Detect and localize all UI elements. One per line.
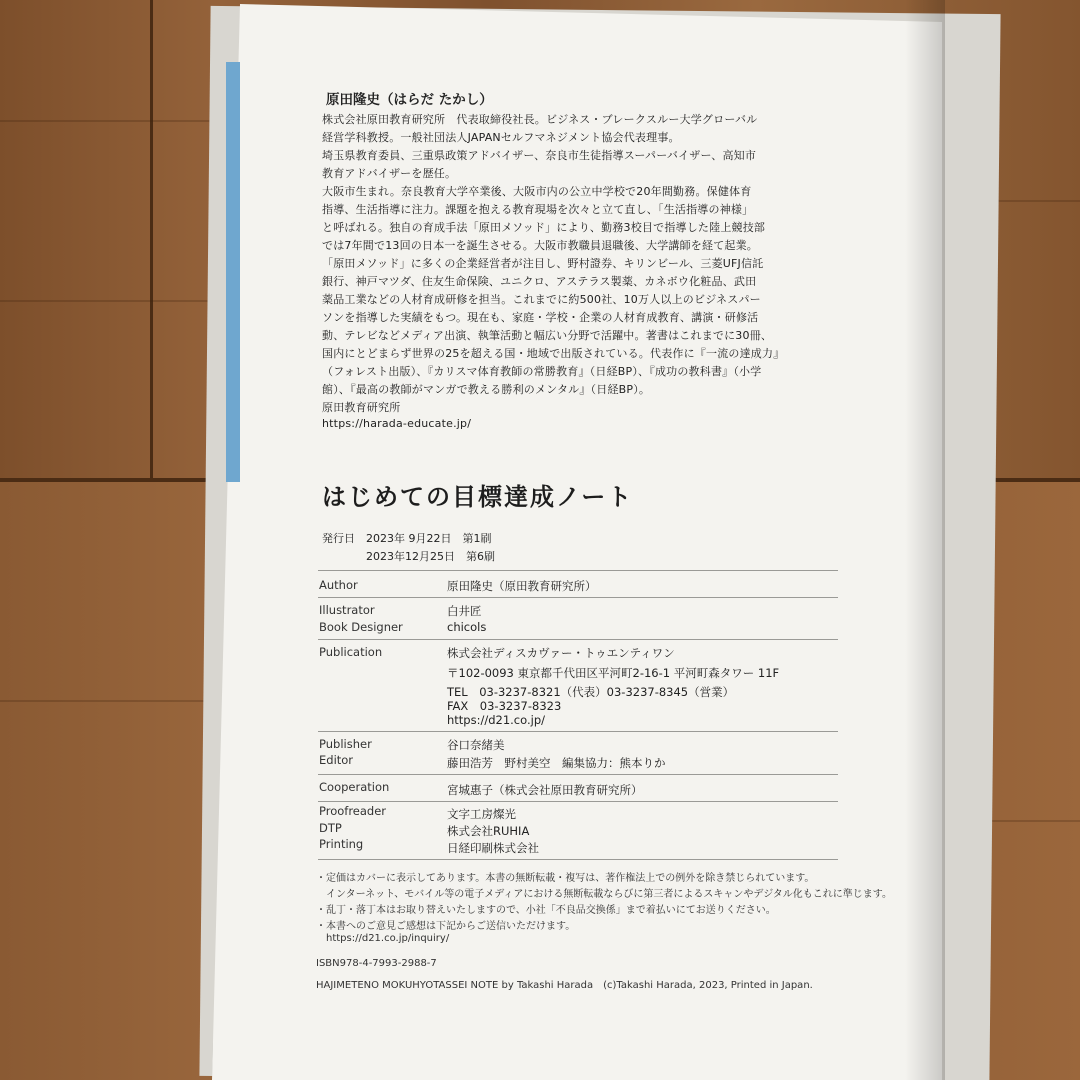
wood-grain (0, 700, 210, 702)
credit-value-printing: 日経印刷株式会社 (447, 841, 539, 855)
note-replacement: ・乱丁・落丁本はお取り替えいたしますので、小社「不良品交換係」まで着払いにてお送りください。 (316, 905, 776, 916)
credit-label-dtp: DTP (319, 821, 342, 835)
credit-label-printing: Printing (319, 837, 364, 851)
bio-line: 国内にとどまらず世界の25を超える国・地域で出版されている。代表作に『一流の達成力』 (322, 347, 785, 360)
publisher-fax: FAX 03-3237-8323 (447, 699, 562, 713)
bio-line: 経営学科教授。一般社団法人JAPANセルフマネジメント協会代表理事。 (322, 131, 680, 144)
bio-line: 「原田メソッド」に多くの企業経営者が注目し、野村證券、キリンビール、三菱UFJ信託 (322, 257, 764, 270)
bio-line: 大阪市生まれ。奈良教育大学卒業後、大阪市内の公立中学校で20年間勤務。保健体育 (322, 185, 752, 198)
latest-printing-date: 2023年12月25日 第6刷 (366, 550, 495, 563)
publisher-tel: TEL 03-3237-8321（代表）03-3237-8345（営業） (447, 685, 735, 699)
section-divider (318, 597, 838, 598)
credit-value-dtp: 株式会社RUHIA (447, 824, 530, 838)
section-divider (318, 801, 838, 802)
credit-label-cooperation: Cooperation (319, 780, 390, 794)
wood-grain (0, 120, 210, 122)
credit-label-publisher: Publisher (319, 737, 372, 751)
credit-label-editor: Editor (319, 753, 354, 767)
wood-grain (0, 300, 210, 302)
institute-name: 原田教育研究所 (322, 401, 401, 414)
publisher-company: 株式会社ディスカヴァー・トゥエンティワン (447, 646, 675, 660)
bio-line: （フォレスト出版）、『カリスマ体育教師の常勝教育』（日経BP）、『成功の教科書』（小学 (322, 365, 762, 378)
note-price: ・定価はカバーに表示してあります。本書の無断転載・複写は、著作権法上での例外を除き禁じられています。 (316, 873, 815, 884)
credit-value-editor: 藤田浩芳 野村美空 編集協力：熊本りか (447, 756, 666, 770)
credit-label-illustrator: Illustrator (319, 603, 375, 617)
credit-value-publisher: 谷口奈緒美 (447, 738, 505, 752)
credit-value-proofreader: 文字工房燦光 (447, 807, 516, 821)
credit-value-illustrator: 白井匠 (447, 604, 482, 618)
publisher-address: 〒102-0093 東京都千代田区平河町2-16-1 平河町森タワー 11F (447, 666, 780, 680)
section-divider (318, 731, 838, 732)
page-shadow (905, 0, 945, 1080)
bio-line: 指導、生活指導に注力。課題を抱える教育現場を次々と立て直し、「生活指導の神様」 (322, 203, 754, 216)
section-divider (318, 639, 838, 640)
bio-line: ソンを指導した実績をもつ。現在も、家庭・学校・企業の人材育成教育、講演・研修活 (322, 311, 759, 324)
credit-label-publication: Publication (319, 645, 383, 659)
bio-line: と呼ばれる。独自の育成手法「原田メソッド」により、勤務3校目で指導した陸上競技部 (322, 221, 766, 234)
bio-line: 薬品工業などの人材育成研修を担当。これまでに約500社、10万人以上のビジネスパー (322, 293, 761, 306)
publisher-url[interactable]: https://d21.co.jp/ (447, 713, 545, 727)
publication-date-label: 発行日 (322, 532, 355, 545)
bio-line: 館）、『最高の教師がマンガで教える勝利のメンタル』（日経BP）。 (322, 383, 651, 396)
bio-line: 教育アドバイザーを歴任。 (322, 167, 457, 180)
author-profile-name: 原田隆史（はらだ たかし） (326, 92, 493, 108)
first-printing-date: 2023年 9月22日 第1刷 (366, 532, 492, 545)
credit-value-author: 原田隆史（原田教育研究所） (447, 579, 597, 593)
credit-label-author: Author (319, 578, 358, 592)
section-divider (318, 570, 838, 571)
isbn: ISBN978-4-7993-2988-7 (316, 958, 437, 969)
note-digital: インターネット、モバイル等の電子メディアにおける無断転載ならびに第三者によるスキャンやデジタル化もこれに準じます。 (326, 889, 892, 900)
credit-value-cooperation: 宮城惠子（株式会社原田教育研究所） (447, 783, 643, 797)
inquiry-url[interactable]: https://d21.co.jp/inquiry/ (326, 933, 450, 944)
bio-line: では7年間で13回の日本一を誕生させる。大阪市教職員退職後、大学講師を経て起業。 (322, 239, 758, 252)
credit-label-proofreader: Proofreader (319, 804, 387, 818)
credit-label-book-designer: Book Designer (319, 620, 403, 634)
section-divider (318, 774, 838, 775)
bio-line: 銀行、神戸マツダ、住友生命保険、ユニクロ、アステラス製薬、カネボウ化粧品、武田 (322, 275, 757, 288)
note-feedback: ・本書へのご意見ご感想は下記からご送信いただけます。 (316, 921, 576, 932)
credit-value-book-designer: chicols (447, 620, 487, 634)
section-divider (318, 859, 838, 860)
bio-line: 動、テレビなどメディア出演、執筆活動と幅広い分野で活躍中。著書はこれまでに30冊、 (322, 329, 773, 342)
institute-url[interactable]: https://harada-educate.jp/ (322, 417, 472, 430)
bio-line: 埼玉県教育委員、三重県政策アドバイザー、奈良市生徒指導スーパーバイザー、高知市 (322, 149, 757, 162)
floor-seam (150, 0, 153, 478)
bio-line: 株式会社原田教育研究所 代表取締役社長。ビジネス・ブレークスルー大学グローバル (322, 113, 758, 126)
book-title: はじめての目標達成ノート (322, 483, 634, 511)
cover-edge (226, 62, 240, 482)
copyright-line: HAJIMETENO MOKUHYOTASSEI NOTE by Takashi Harada (c)Takashi Harada, 2023, Printed in Japan. (316, 980, 813, 991)
